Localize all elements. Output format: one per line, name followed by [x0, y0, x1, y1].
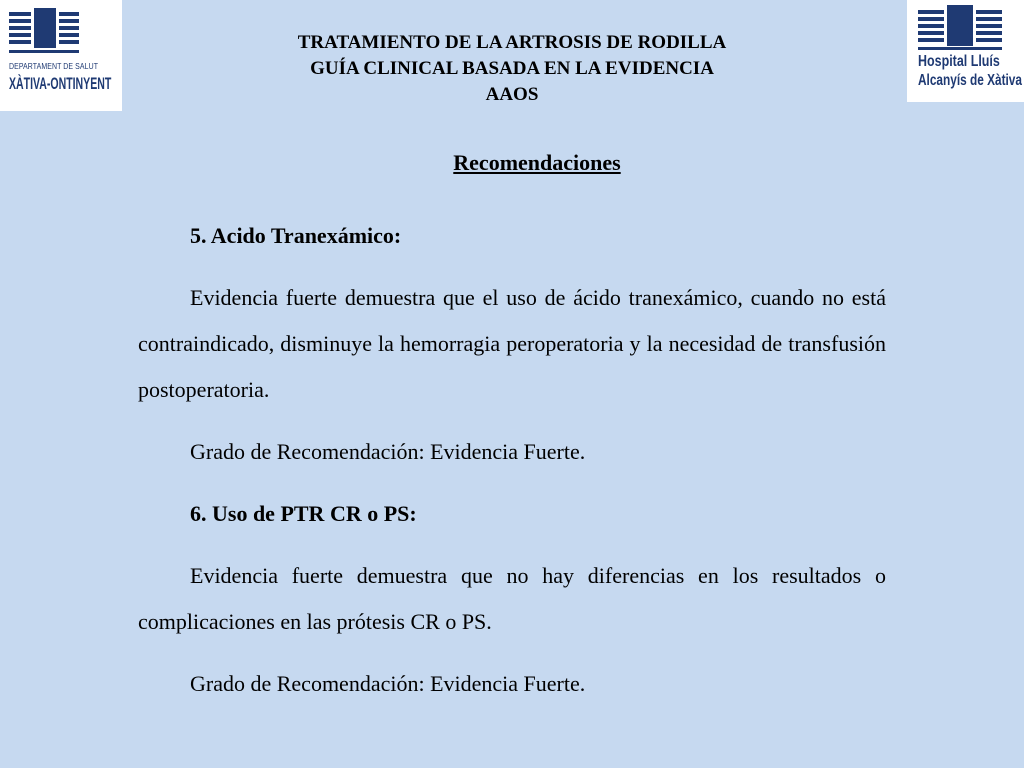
department-logo: [0, 0, 122, 111]
recommendation-grade: Grado de Recomendación: Evidencia Fuerte.: [190, 671, 586, 696]
section-title: Recomendaciones: [453, 150, 621, 175]
slide-header: [200, 30, 824, 108]
header-line1: TRATAMIENTO DE LA ARTROSIS DE RODILLA: [297, 32, 727, 53]
building-icon: [0, 0, 122, 111]
department-logo-line1: DEPARTAMENT DE SALUT: [9, 61, 99, 71]
recommendations-body: [138, 213, 886, 723]
department-logo-line2: XÀTIVA-ONTINYENT: [9, 74, 112, 93]
recommendation-heading: 5. Acido Tranexámico:: [190, 223, 402, 248]
hospital-logo-line2: Alcanyís de Xàtiva: [918, 72, 1022, 89]
hospital-logo: [907, 0, 1024, 102]
header-line3: AAOS: [485, 84, 539, 105]
recommendation-grade: Grado de Recomendación: Evidencia Fuerte.: [190, 439, 586, 464]
recommendation-text: Evidencia fuerte demuestra que no hay diferencias en los resultados o complicaciones en las prótesis CR o PS.: [138, 563, 886, 634]
recommendation-text: Evidencia fuerte demuestra que el uso de ácido tranexámico, cuando no está contraindicado, disminuye la hemorragia peroperatoria y la necesidad de transfusión postoperatoria.: [138, 285, 886, 402]
hospital-logo-line1: Hospital Lluís: [918, 53, 1000, 70]
header-line2: GUÍA CLINICAL BASADA EN LA EVIDENCIA: [310, 58, 714, 79]
recommendation-heading: 6. Uso de PTR CR o PS:: [190, 501, 417, 526]
